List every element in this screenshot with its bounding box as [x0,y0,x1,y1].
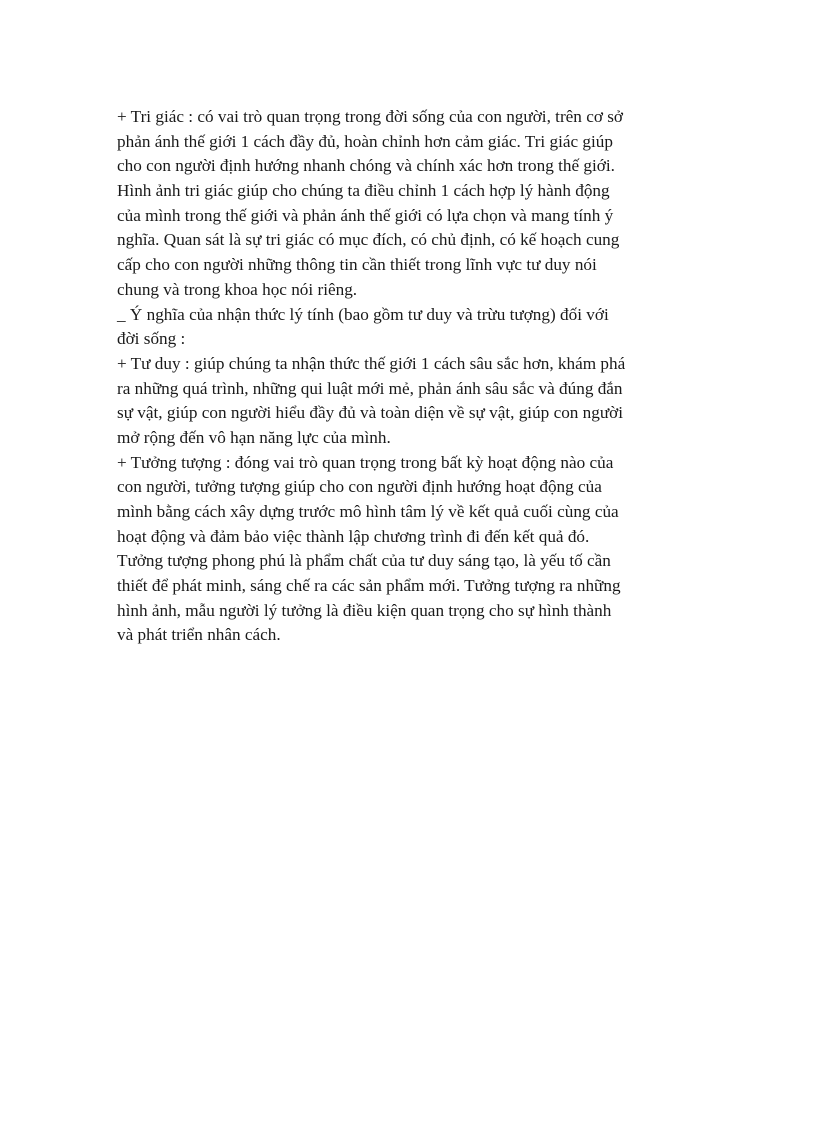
text-line: của mình trong thế giới và phản ánh thế giới có lựa chọn và mang tính ý [117,205,614,225]
text-line: _ Ý nghĩa của nhận thức lý tính (bao gồm tư duy và trừu tượng) đối với [117,304,609,324]
text-line: thiết để phát minh, sáng chế ra các sản phẩm mới. Tưởng tượng ra những [117,576,621,596]
body-text [117,105,702,648]
text-line: nghĩa. Quan sát là sự tri giác có mục đích, có chủ định, có kế hoạch cung [117,230,620,250]
text-line: chung và trong khoa học nói riêng. [117,279,358,299]
text-line: + Tưởng tượng : đóng vai trò quan trọng trong bất kỳ hoạt động nào của [117,452,614,472]
text-line: đời sống : [117,329,186,349]
text-line: Hình ảnh tri giác giúp cho chúng ta điều chỉnh 1 cách hợp lý hành động [117,181,610,201]
text-line: sự vật, giúp con người hiểu đầy đủ và toàn diện về sự vật, giúp con người [117,403,624,423]
text-line: và phát triển nhân cách. [117,625,281,645]
text-line: cho con người định hướng nhanh chóng và chính xác hơn trong thế giới. [117,156,615,176]
text-line: hoạt động và đảm bảo việc thành lập chương trình đi đến kết quả đó. [117,526,590,546]
text-line: phản ánh thế giới 1 cách đầy đủ, hoàn chỉnh hơn cảm giác. Tri giác giúp [117,131,613,151]
text-line: mở rộng đến vô hạn năng lực của mình. [117,427,391,447]
text-line: hình ảnh, mẫu người lý tưởng là điều kiện quan trọng cho sự hình thành [117,600,612,620]
text-line: con người, tưởng tượng giúp cho con người định hướng hoạt động của [117,477,602,497]
text-line: ra những quá trình, những qui luật mới mẻ, phản ánh sâu sắc và đúng đắn [117,378,623,398]
text-line: mình bằng cách xây dựng trước mô hình tâm lý về kết quả cuối cùng của [117,502,619,521]
text-line: + Tri giác : có vai trò quan trọng trong đời sống của con người, trên cơ sở [117,107,623,126]
text-line: Tưởng tượng phong phú là phẩm chất của tư duy sáng tạo, là yếu tố cần [117,551,611,571]
text-line: + Tư duy : giúp chúng ta nhận thức thế giới 1 cách sâu sắc hơn, khám phá [117,353,626,373]
text-line: cấp cho con người những thông tin cần thiết trong lĩnh vực tư duy nói [117,255,597,275]
